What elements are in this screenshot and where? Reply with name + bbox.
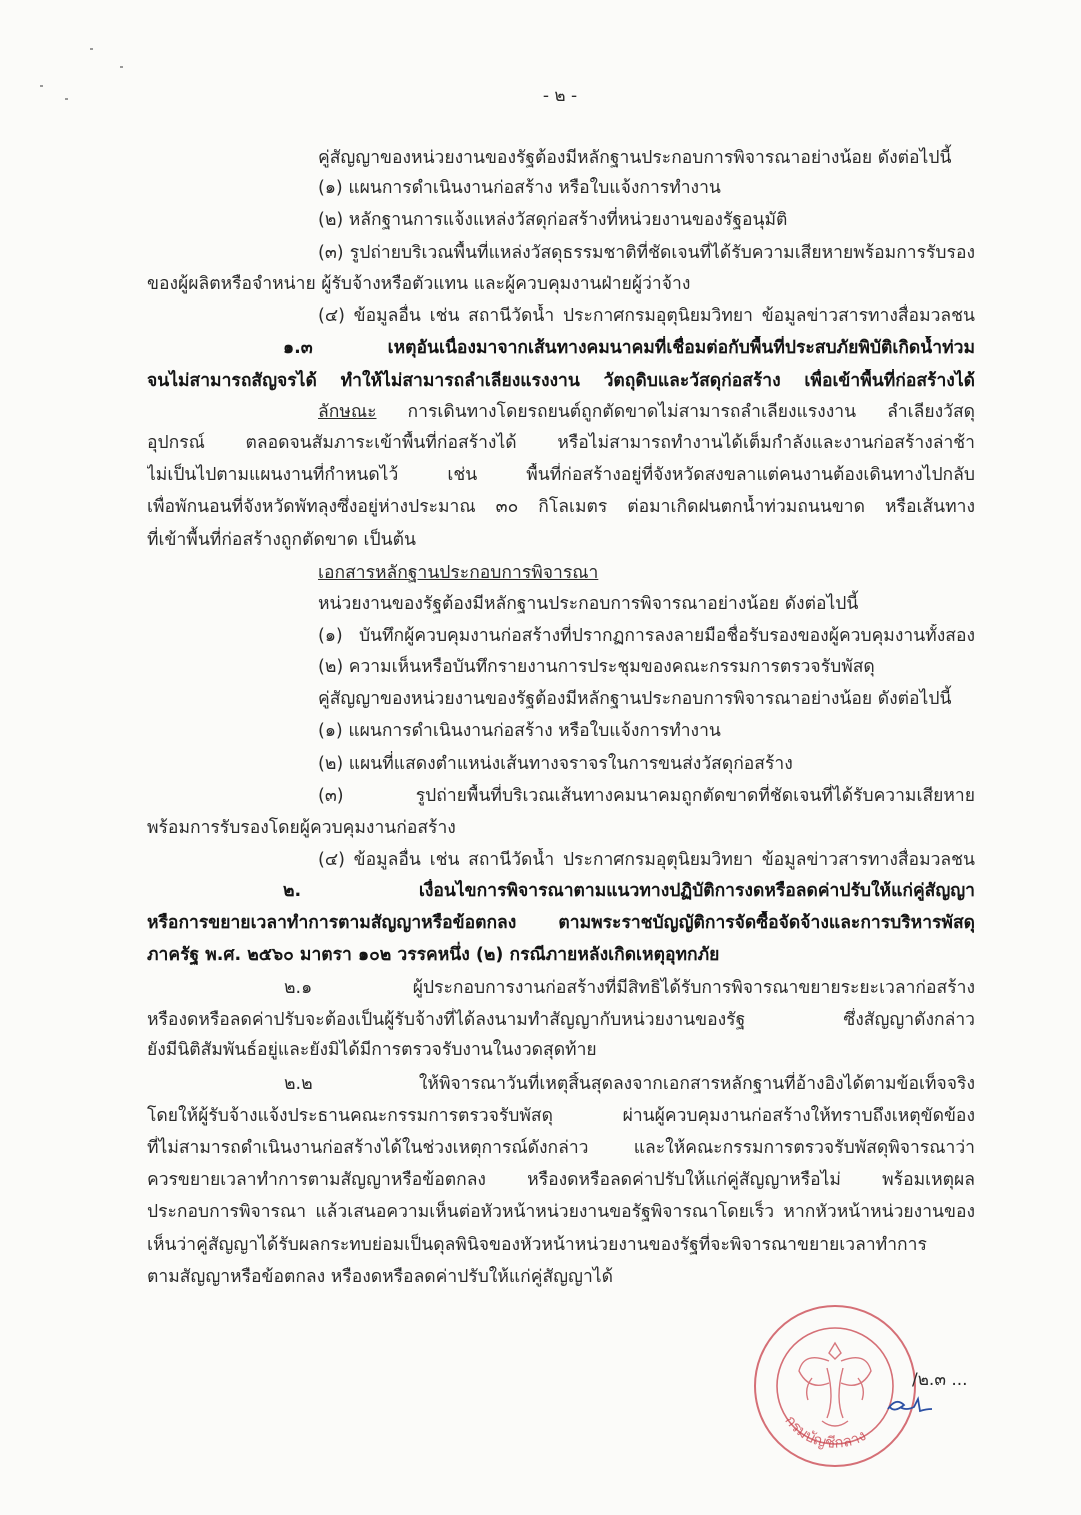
text-line: [318, 304, 975, 328]
text-line: [147, 369, 975, 393]
text-line: [147, 1200, 975, 1224]
text-run: การเดินทางโดยรถยนต์ถูกตัดขาดไม่สามารถลำเลียงแรงงาน ลำเลียงวัสดุ: [376, 402, 975, 422]
text-line: [147, 1136, 975, 1160]
page-number: - ๒ -: [542, 86, 578, 106]
text-run: เพื่อพักนอนที่จังหวัดพัทลุงซึ่งอยู่ห่างประมาณ ๓๐ กิโลเมตร ต่อมาเกิดฝนตกน้ำท่วมถนนขาด หรือเส้นทาง: [147, 497, 975, 517]
text-run: อุปกรณ์ ตลอดจนสัมภาระเข้าพื้นที่ก่อสร้างได้ หรือไม่สามารถทำงานได้เต็มกำลังและงานก่อสร้างล่าช้า: [147, 433, 975, 453]
text-line: [318, 624, 975, 648]
svg-text:กรมบัญชีกลาง: [781, 1412, 869, 1452]
text-run: โดยให้ผู้รับจ้างแจ้งประธานคณะกรรมการตรวจรับพัสดุ ผ่านผู้ควบคุมงานก่อสร้างให้ทราบถึงเหตุขัดข้อง: [147, 1106, 975, 1126]
text-line: [147, 1008, 975, 1032]
text-line: [318, 848, 975, 872]
text-line: [318, 752, 793, 776]
text-line: [283, 336, 975, 360]
text-line: [147, 816, 456, 840]
text-line: [318, 176, 721, 200]
text-line: [147, 1104, 975, 1128]
text-run: (๑) บันทึกผู้ควบคุมงานก่อสร้างที่ปรากฏการลงลายมือชื่อรับรองของผู้ควบคุมงานทั้งสอง: [318, 626, 975, 646]
continuation-marker: /๒.๓ ...: [912, 1370, 968, 1390]
text-line: [318, 592, 858, 616]
text-line: [147, 1038, 597, 1062]
text-line: [147, 495, 975, 519]
text-run: จนไม่สามารถสัญจรได้ ทำให้ไม่สามารถลำเลียงแรงงาน วัตถุดิบและวัสดุก่อสร้าง เพื่อเข้าพื้นที่ก่อสร้างได้: [147, 371, 975, 391]
text-line: [318, 146, 951, 170]
text-line: [147, 1233, 975, 1257]
text-run: ของผู้ผลิตหรือจำหน่าย ผู้รับจ้างหรือตัวแทน และผู้ควบคุมงานฝ่ายผู้ว่าจ้าง: [147, 274, 691, 294]
text-run: ประกอบการพิจารณา แล้วเสนอความเห็นต่อหัวหน้าหน่วยงานขอรัฐพิจารณาโดยเร็ว หากหัวหน้าหน่วยงานของ: [147, 1202, 975, 1222]
official-seal-stamp: [752, 1303, 918, 1469]
text-run: (๔) ข้อมูลอื่น เช่น สถานีวัดน้ำ ประกาศกรมอุตุนิยมวิทยา ข้อมูลข่าวสารทางสื่อมวลชน: [318, 306, 975, 326]
text-line: [318, 687, 951, 711]
text-line: [147, 431, 975, 455]
text-run: ๒. เงื่อนไขการพิจารณาตามแนวทางปฏิบัติการงดหรือลดค่าปรับให้แก่คู่สัญญา: [283, 881, 975, 901]
text-run: ที่เข้าพื้นที่ก่อสร้างถูกตัดขาด เป็นต้น: [147, 530, 416, 550]
text-run: ตามสัญญาหรือข้อตกลง หรืองดหรือลดค่าปรับให้แก่คู่สัญญาได้: [147, 1267, 613, 1287]
text-run: หรือการขยายเวลาทำการตามสัญญาหรือข้อตกลง ตามพระราชบัญญัติการจัดซื้อจัดจ้างและการบริหารพัสดุ: [147, 913, 975, 933]
text-line: [147, 943, 719, 967]
text-run: (๒) ความเห็นหรือบันทึกรายงานการประชุมของคณะกรรมการตรวจรับพัสดุ: [318, 657, 875, 677]
text-run: (๑) แผนการดำเนินงานก่อสร้าง หรือใบแจ้งการทำงาน: [318, 178, 721, 198]
underlined-heading: เอกสารหลักฐานประกอบการพิจารณา: [318, 563, 599, 583]
text-run: ๒.๑ ผู้ประกอบการงานก่อสร้างที่มีสิทธิได้รับการพิจารณาขยายระยะเวลาก่อสร้าง: [284, 978, 975, 998]
text-run: (๓) รูปถ่ายบริเวณพื้นที่แหล่งวัสดุธรรมชาติที่ชัดเจนที่ได้รับความเสียหายพร้อมการรับรอง: [318, 243, 975, 263]
text-run: (๒) หลักฐานการแจ้งแหล่งวัสดุก่อสร้างที่หน่วยงานของรัฐอนุมัติ: [318, 210, 788, 230]
text-line: [147, 1265, 613, 1289]
text-run: คู่สัญญาของหน่วยงานของรัฐต้องมีหลักฐานประกอบการพิจารณาอย่างน้อย ดังต่อไปนี้: [318, 689, 952, 709]
text-line: [284, 976, 975, 1000]
text-line: [318, 208, 787, 232]
text-run: (๑) แผนการดำเนินงานก่อสร้าง หรือใบแจ้งการทำงาน: [318, 721, 721, 741]
text-line: [147, 1168, 975, 1192]
text-line: [147, 911, 975, 935]
text-line: [318, 784, 975, 808]
text-line: [283, 879, 975, 903]
text-run: พร้อมการรับรองโดยผู้ควบคุมงานก่อสร้าง: [147, 818, 456, 838]
text-run: ยังมีนิติสัมพันธ์อยู่และยังมิได้มีการตรวจรับงานในงวดสุดท้าย: [147, 1040, 597, 1060]
garuda-emblem-icon: [799, 1343, 871, 1426]
text-run: ไม่เป็นไปตามแผนงานที่กำหนดไว้ เช่น พื้นที่ก่อสร้างอยู่ที่จังหวัดสงขลาแต่คนงานต้องเดินทางไปกลับ: [147, 465, 975, 485]
text-run: (๔) ข้อมูลอื่น เช่น สถานีวัดน้ำ ประกาศกรมอุตุนิยมวิทยา ข้อมูลข่าวสารทางสื่อมวลชน: [318, 850, 975, 870]
text-run: ภาครัฐ พ.ศ. ๒๕๖๐ มาตรา ๑๐๒ วรรคหนึ่ง (๒) กรณีภายหลังเกิดเหตุอุทกภัย: [147, 945, 720, 965]
text-run: ๑.๓ เหตุอันเนื่องมาจากเส้นทางคมนาคมที่เชื่อมต่อกับพื้นที่ประสบภัยพิบัติเกิดน้ำท่วม: [283, 338, 975, 358]
text-line: [318, 655, 875, 679]
text-run: ควรขยายเวลาทำการตามสัญญาหรือข้อตกลง หรืองดหรือลดค่าปรับให้แก่คู่สัญญาหรือไม่ พร้อมเหตุผล: [147, 1170, 975, 1190]
text-run: (๓) รูปถ่ายพื้นที่บริเวณเส้นทางคมนาคมถูกตัดขาดที่ชัดเจนที่ได้รับความเสียหาย: [318, 786, 975, 806]
text-line: [147, 528, 416, 552]
text-line: [318, 400, 975, 424]
text-line: [284, 1072, 975, 1096]
text-line: [318, 719, 721, 743]
text-line: [318, 561, 598, 585]
text-line: [147, 463, 975, 487]
text-line: [147, 272, 690, 296]
stamp-text: กรมบัญชีกลาง: [781, 1411, 870, 1452]
underlined-heading: ลักษณะ: [318, 402, 377, 422]
signature-initials: [884, 1395, 934, 1417]
text-run: หรืองดหรือลดค่าปรับจะต้องเป็นผู้รับจ้างที่ได้ลงนามทำสัญญากับหน่วยงานของรัฐ ซึ่งสัญญาดังกล่าว: [147, 1010, 975, 1030]
text-run: เห็นว่าคู่สัญญาได้รับผลกระทบย่อมเป็นดุลพินิจของหัวหน้าหน่วยงานของรัฐที่จะพิจารณาขยายเวลาทำการ: [147, 1235, 927, 1255]
text-run: ๒.๒ ให้พิจารณาวันที่เหตุสิ้นสุดลงจากเอกสารหลักฐานที่อ้างอิงได้ตามข้อเท็จจริง: [284, 1074, 975, 1094]
text-run: ที่ไม่สามารถดำเนินงานก่อสร้างได้ในช่วงเหตุการณ์ดังกล่าว และให้คณะกรรมการตรวจรับพัสดุพิจารณาว่า: [147, 1138, 975, 1158]
text-run: คู่สัญญาของหน่วยงานของรัฐต้องมีหลักฐานประกอบการพิจารณาอย่างน้อย ดังต่อไปนี้: [318, 148, 952, 168]
text-run: หน่วยงานของรัฐต้องมีหลักฐานประกอบการพิจารณาอย่างน้อย ดังต่อไปนี้: [318, 594, 859, 614]
text-line: [318, 241, 975, 265]
text-run: (๒) แผนที่แสดงตำแหน่งเส้นทางจราจรในการขนส่งวัสดุก่อสร้าง: [318, 754, 793, 774]
